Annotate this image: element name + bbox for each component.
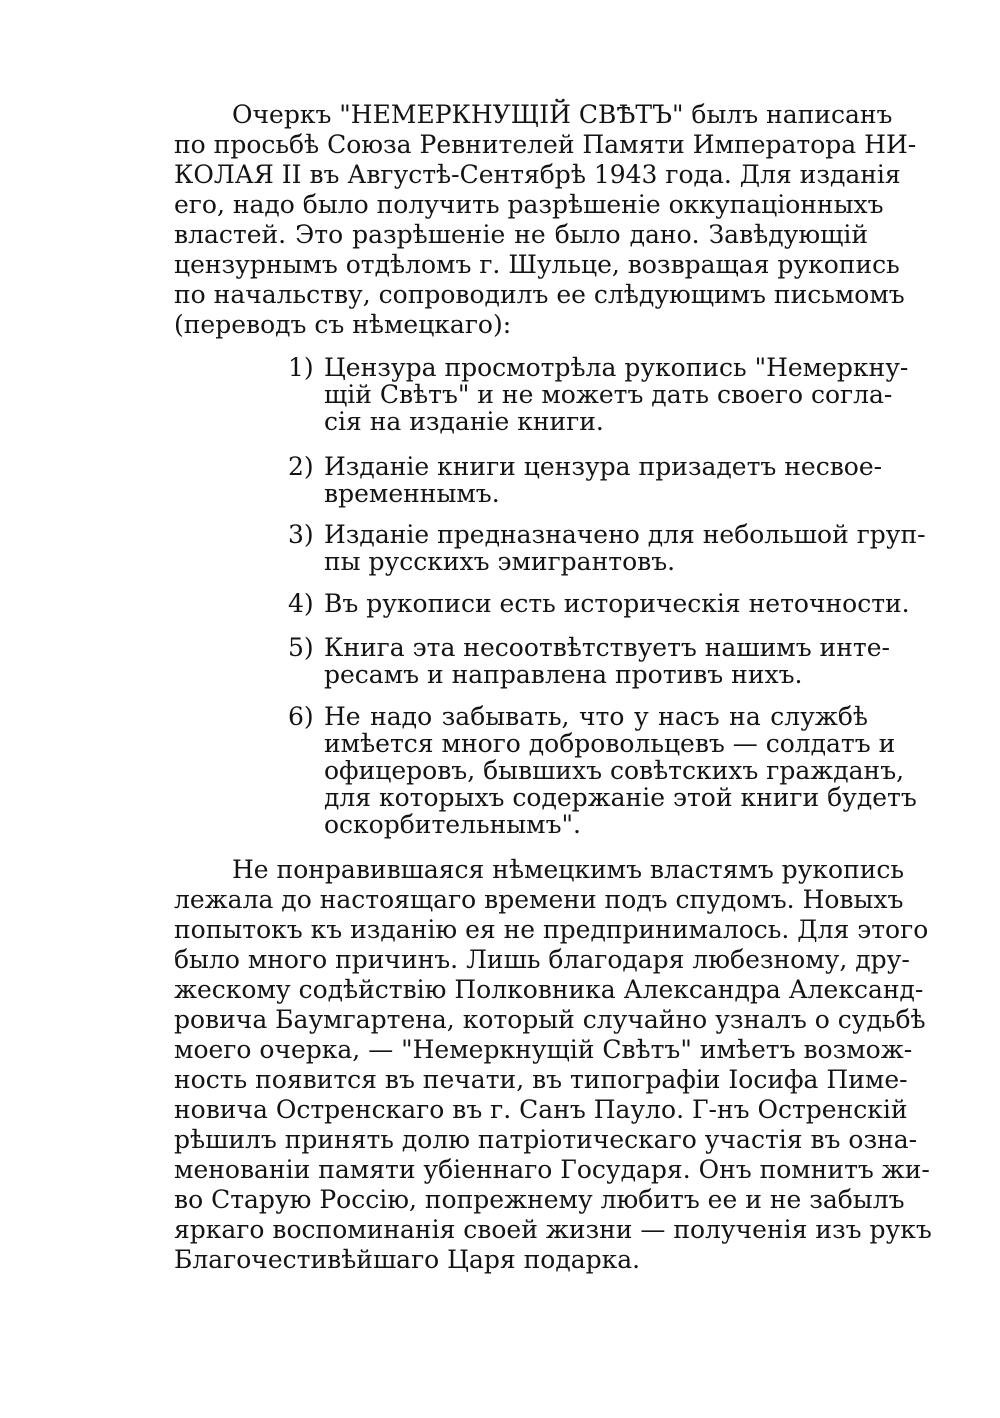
text-line: по просьбѣ Союза Ревнителей Памяти Императора НИ- (174, 130, 917, 159)
list-item-line: Въ рукописи есть историческiя неточности. (324, 589, 910, 618)
list-item-number: 6) (288, 702, 314, 731)
text-line: рѣшилъ принять долю патрiотическаго участiя въ озна- (174, 1125, 918, 1154)
text-line: во Старую Россiю, попрежнему любитъ ее и не забылъ (174, 1185, 905, 1214)
list-item-line: оскорбительнымъ". (324, 810, 581, 839)
list-item-number: 5) (288, 633, 314, 662)
text-line: жескому содѣйствiю Полковника Александра Александ- (174, 975, 924, 1004)
list-item-line: офицеровъ, бывшихъ совѣтскихъ гражданъ, (324, 756, 905, 785)
text-line: властей. Это разрѣшенiе не было дано. Завѣдующiй (174, 220, 868, 249)
text-line: Не понравившаяся нѣмецкимъ властямъ рукопись (232, 855, 905, 884)
list-item-line: Изданiе книги цензура призадетъ несвое- (324, 452, 883, 481)
text-line: лежала до настоящаго времени подъ спудомъ. Новыхъ (174, 885, 904, 914)
text-line: ровича Баумгартена, который случайно узналъ о судьбѣ (174, 1005, 926, 1034)
text-line: моего очерка, — "Немеркнущiй Свѣтъ" имѣетъ возмож- (174, 1035, 913, 1064)
list-item-number: 4) (288, 589, 314, 618)
list-item-line: имѣется много добровольцевъ — солдатъ и (324, 729, 896, 758)
text-line: его, надо было получить разрѣшенiе оккупацiонныхъ (174, 190, 884, 219)
list-item-line: для которыхъ содержанiе этой книги будетъ (324, 783, 917, 812)
text-line: яркаго воспоминанiя своей жизни — полученiя изъ рукъ (174, 1215, 932, 1244)
list-item-line: Не надо забывать, что у насъ на службѣ (324, 702, 868, 731)
list-item-line: временнымъ. (324, 479, 500, 508)
list-item-number: 2) (288, 452, 314, 481)
text-line: по начальству, сопроводилъ ее слѣдующимъ письмомъ (174, 280, 905, 309)
list-item-line: Цензура просмотрѣла рукопись "Немеркну- (324, 353, 909, 382)
list-item-line: сiя на изданiе книги. (324, 407, 604, 436)
text-line: Очеркъ "НЕМЕРКНУЩIЙ СВѢТЪ" былъ написанъ (232, 100, 893, 129)
text-line: было много причинъ. Лишь благодаря любезному, дру- (174, 945, 910, 974)
list-item-line: щiй Свѣтъ" и не можетъ дать своего согла- (324, 380, 893, 409)
text-line: попытокъ къ изданiю ея не предпринималось. Для этого (174, 915, 929, 944)
text-line: КОЛАЯ II въ Августѣ-Сентябрѣ 1943 года. Для изданiя (174, 160, 901, 189)
text-line: Благочестивѣйшаго Царя подарка. (174, 1245, 641, 1274)
text-line: цензурнымъ отдѣломъ г. Шульце, возвращая рукопись (174, 250, 900, 279)
text-line: ность появится въ печати, въ типографiи Iосифа Пиме- (174, 1065, 908, 1094)
list-item-line: ресамъ и направлена противъ нихъ. (324, 660, 803, 689)
list-item-number: 1) (288, 353, 314, 382)
text-line: менованiи памяти убiеннаго Государя. Онъ помнитъ жи- (174, 1155, 930, 1184)
list-item-line: Книга эта несоотвѣтствуетъ нашимъ инте- (324, 633, 890, 662)
list-item-line: Изданiе предназначено для небольшой груп- (324, 520, 926, 549)
list-item-number: 3) (288, 520, 314, 549)
list-item-line: пы русскихъ эмигрантовъ. (324, 547, 676, 576)
text-line: новича Остренскаго въ г. Санъ Пауло. Г-нъ Остренскiй (174, 1095, 908, 1124)
text-line: (переводъ съ нѣмецкаго): (174, 310, 512, 339)
